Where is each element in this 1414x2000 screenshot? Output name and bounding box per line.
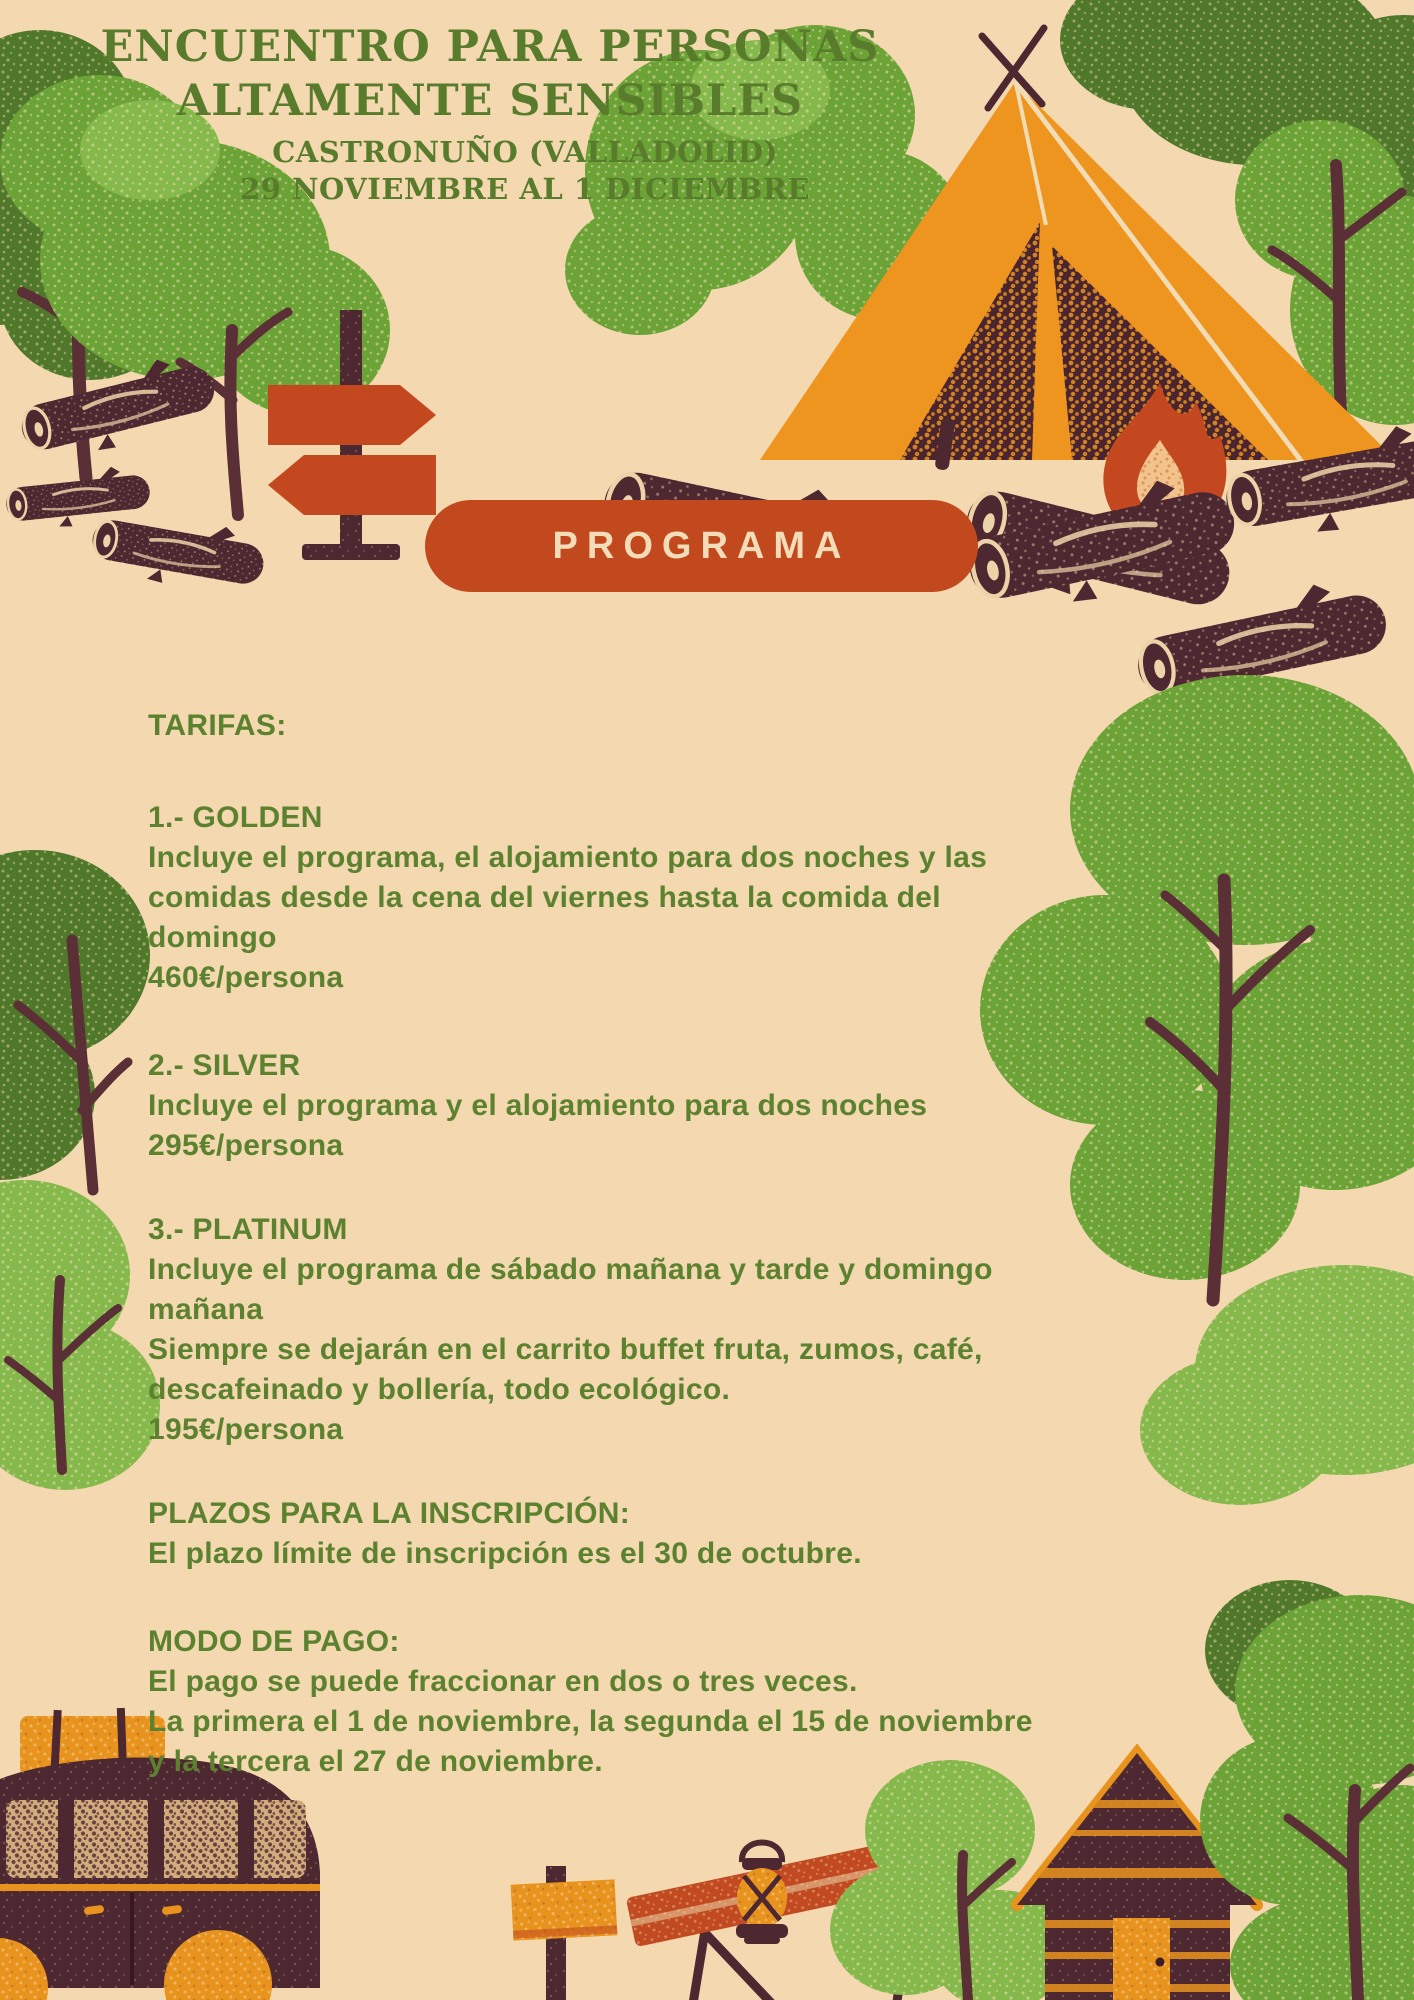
platinum-line: Siempre se dejarán en el carrito buffet fruta, zumos, café, (148, 1333, 983, 1366)
golden-line: comidas desde la cena del viernes hasta la comida del (148, 881, 941, 914)
title-line-1: ENCUENTRO PARA PERSONAS (100, 22, 880, 72)
plazos-title: PLAZOS PARA LA INSCRIPCIÓN: (148, 1497, 630, 1530)
platinum-line: Incluye el programa de sábado mañana y tarde y domingo (148, 1253, 993, 1286)
pricing-info (148, 706, 1048, 1782)
event-location: CASTRONUÑO (VALLADOLID) (272, 135, 778, 169)
pago-title: MODO DE PAGO: (148, 1625, 400, 1658)
page-title (60, 20, 920, 128)
silver-price: 295€/persona (148, 1129, 344, 1162)
trail-sign-icon (511, 1866, 618, 2000)
pago-section (148, 1622, 1048, 1782)
title-line-2: ALTAMENTE SENSIBLES (176, 76, 804, 126)
silver-section (148, 1046, 1048, 1166)
golden-price: 460€/persona (148, 961, 344, 994)
golden-line: domingo (148, 921, 277, 954)
golden-section (148, 798, 1048, 998)
trees-left-middle-icon (0, 850, 160, 1490)
plazos-section (148, 1494, 1048, 1574)
tree-cabin-right-icon (1200, 1580, 1414, 2000)
event-dates: 29 NOVIEMBRE AL 1 DICIEMBRE (240, 172, 810, 206)
plazos-line: El plazo límite de inscripción es el 30 de octubre. (148, 1537, 862, 1570)
event-subtitle (95, 134, 955, 208)
platinum-line: mañana (148, 1293, 264, 1326)
platinum-price: 195€/persona (148, 1413, 344, 1446)
programa-button[interactable]: PROGRAMA (425, 500, 978, 592)
golden-title: 1.- GOLDEN (148, 801, 323, 834)
golden-line: Incluye el programa, el alojamiento para dos noches y las (148, 841, 988, 874)
pago-line: La primera el 1 de noviembre, la segunda el 15 de noviembre (148, 1705, 1033, 1738)
pago-line: y la tercera el 27 de noviembre. (148, 1745, 603, 1778)
platinum-line: descafeinado y bollería, todo ecológico. (148, 1373, 731, 1406)
platinum-section (148, 1210, 1048, 1450)
platinum-title: 3.- PLATINUM (148, 1213, 348, 1246)
pago-line: El pago se puede fraccionar en dos o tres veces. (148, 1665, 858, 1698)
silver-line: Incluye el programa y el alojamiento para dos noches (148, 1089, 928, 1122)
lantern-icon (736, 1843, 788, 1945)
silver-title: 2.- SILVER (148, 1049, 301, 1082)
tarifas-heading: TARIFAS: (148, 709, 287, 742)
